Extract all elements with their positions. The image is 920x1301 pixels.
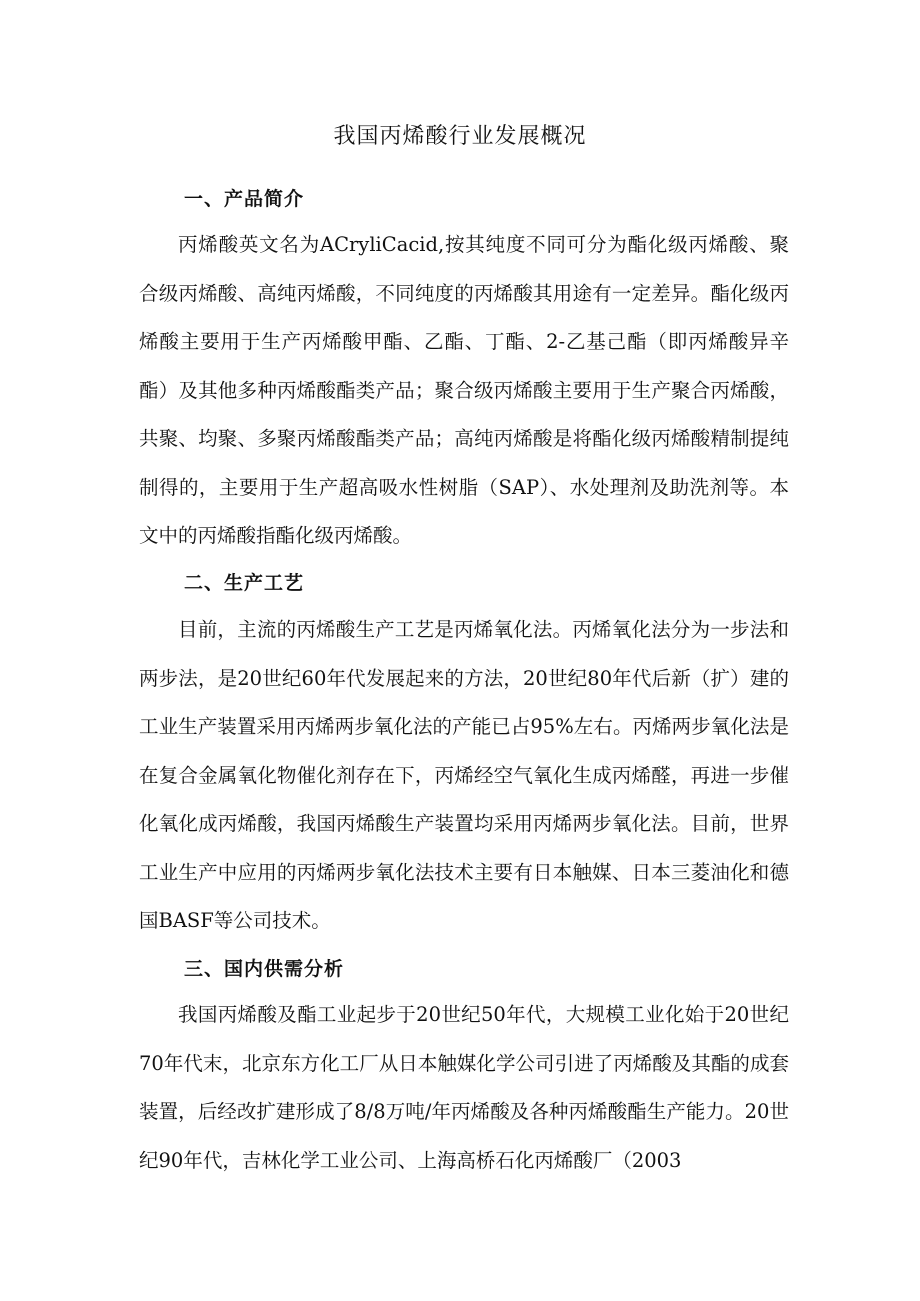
section-heading-supply-demand: 三、国内供需分析: [184, 958, 345, 980]
section-paragraph-production-process: 目前，主流的丙烯酸生产工艺是丙烯氧化法。丙烯氧化法分为一步法和两步法，是20世纪60年代发展起来的方法，20世纪80年代后新（扩）建的工业生产装置采用丙烯两步氧化法的产能已占95%左右。丙烯两步氧化法是在复合金属氧化物催化剂存在下，丙烯经空气氧化生成丙烯醛，再进一步催化氧化成丙烯酸，我国丙烯酸生产装置均采用丙烯两步氧化法。目前，世界工业生产中应用的丙烯两步氧化法技术主要有日本触媒、日本三菱油化和德国BASF等公司技术。: [139, 618, 789, 932]
section-heading-production-process: 二、生产工艺: [184, 572, 305, 594]
section-heading-product-intro: 一、产品简介: [184, 188, 305, 210]
section-paragraph-supply-demand: 我国丙烯酸及酯工业起步于20世纪50年代，大规模工业化始于20世纪70年代末，北京东方化工厂从日本触媒化学公司引进了丙烯酸及其酯的成套装置，后经改扩建形成了8/8万吨/年丙烯酸及各种丙烯酸酯生产能力。20世纪90年代，吉林化学工业公司、上海高桥石化丙烯酸厂（2003: [139, 1003, 789, 1172]
document-title: 我国丙烯酸行业发展概况: [333, 124, 587, 149]
section-paragraph-product-intro: 丙烯酸英文名为ACryliCacid,按其纯度不同可分为酯化级丙烯酸、聚合级丙烯酸、高纯丙烯酸，不同纯度的丙烯酸其用途有一定差异。酯化级丙烯酸主要用于生产丙烯酸甲酯、乙酯、丁酯、2-乙基己酯（即丙烯酸异辛酯）及其他多种丙烯酸酯类产品；聚合级丙烯酸主要用于生产聚合丙烯酸，共聚、均聚、多聚丙烯酸酯类产品；高纯丙烯酸是将酯化级丙烯酸精制提纯制得的，主要用于生产超高吸水性树脂（SAP）、水处理剂及助洗剂等。本文中的丙烯酸指酯化级丙烯酸。: [139, 233, 789, 547]
